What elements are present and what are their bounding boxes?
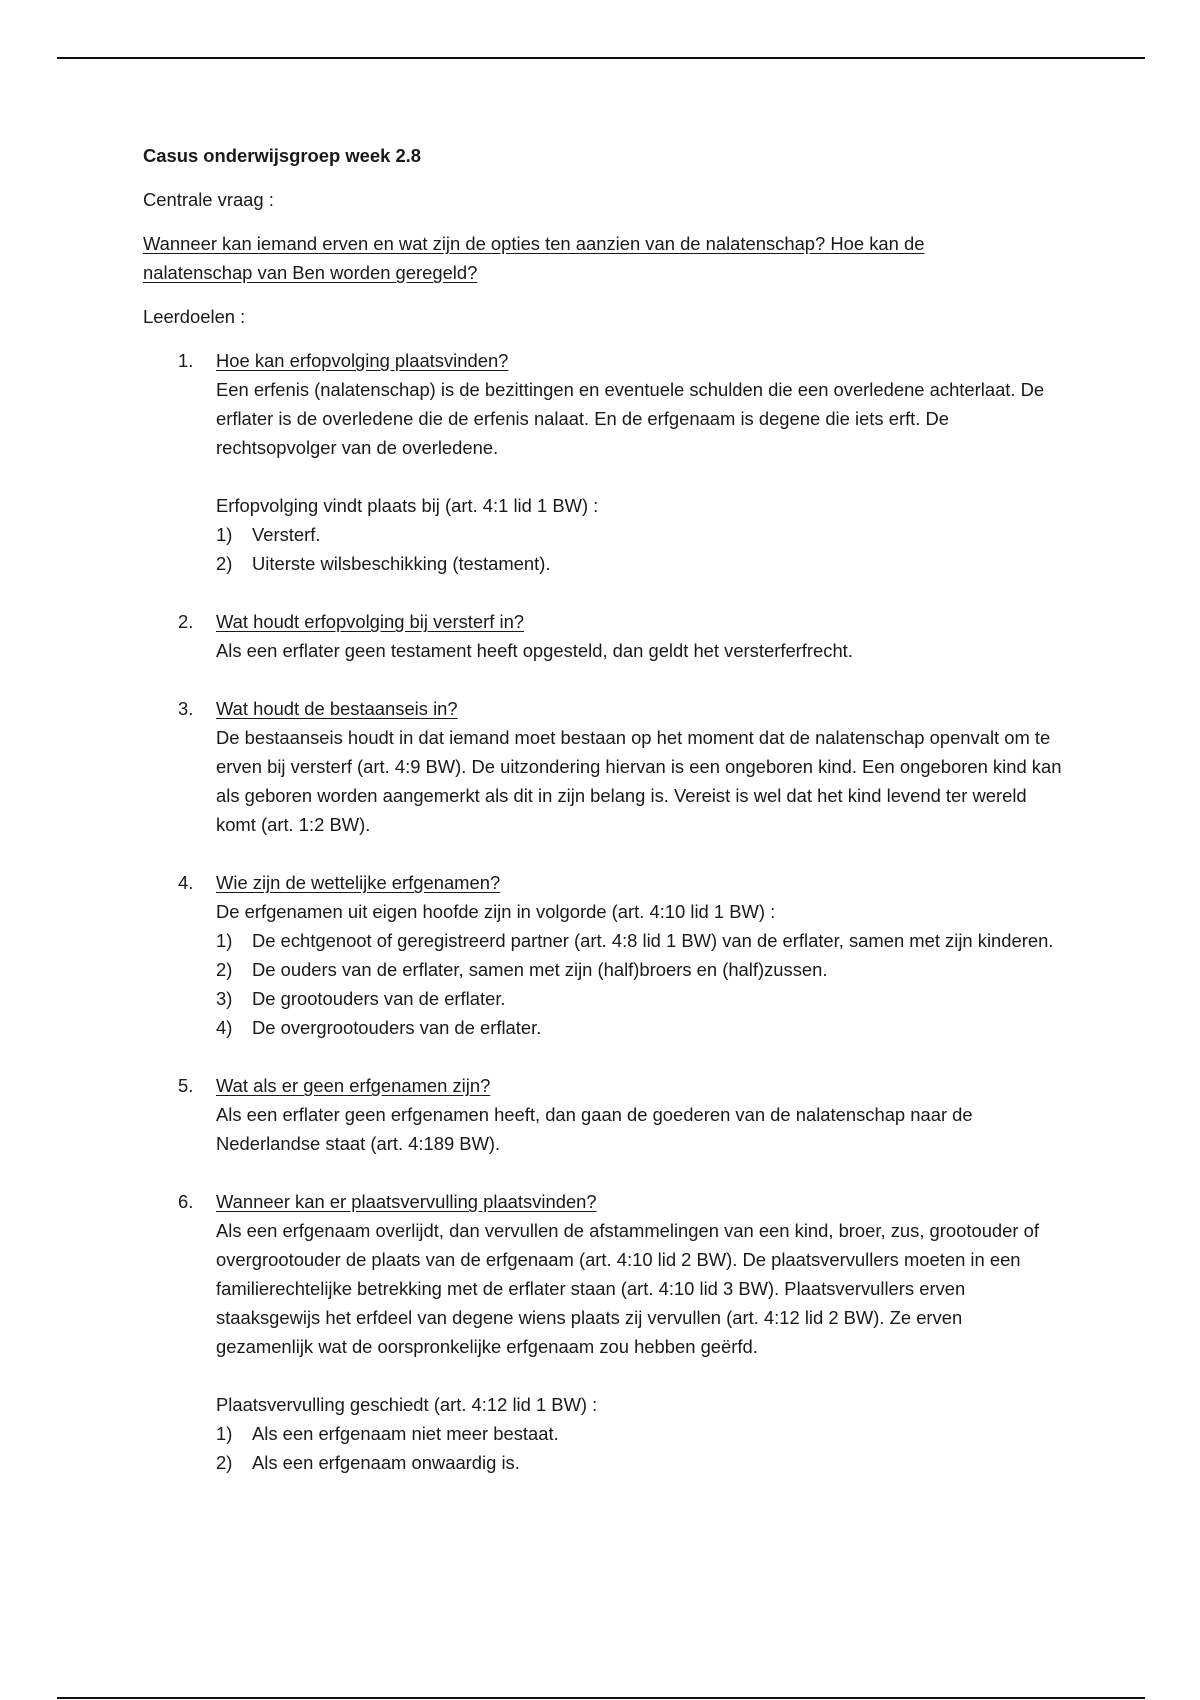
goal-answer: Als een erflater geen testament heeft opgesteld, dan geldt het versterferfrecht. (216, 640, 853, 661)
sub-list-item (216, 1013, 1063, 1042)
sub-list-item (216, 984, 1063, 1013)
header-rule (57, 57, 1145, 59)
goal-number: 6. (178, 1191, 194, 1212)
sub-list-item (216, 926, 1063, 955)
learning-goal-3 (143, 694, 1063, 839)
sub-list-item (216, 955, 1063, 984)
document-body (143, 141, 1063, 1477)
document-title: Casus onderwijsgroep week 2.8 (143, 145, 422, 166)
sub-item-number: 2) (216, 1452, 233, 1473)
goal-question: Wat als er geen erfgenamen zijn? (216, 1075, 491, 1096)
goal-answer-intro: Erfopvolging vindt plaats bij (art. 4:1 lid 1 BW) : (216, 495, 599, 516)
goal-answer: Als een erfgenaam overlijdt, dan vervullen de afstammelingen van een kind, broer, zus, grootouder of overgrootouder de plaats van de erfgenaam (art. 4:10 lid 2 BW). De plaatsvervullers moeten in een familierechtelijke betrekking met de erflater staan (art. 4:10 lid 3 BW). Plaatsvervullers erven staaksgewijs het erfdeel van degene wiens plaats zij vervullen (art. 4:12 lid 2 BW). Ze erven gezamenlijk wat de oorspronkelijke erfgenaam zou hebben geërfd. (216, 1220, 1039, 1357)
sub-list-item (216, 520, 1063, 549)
central-question: Wanneer kan iemand erven en wat zijn de opties ten aanzien van de nalatenschap? Hoe kan de nalatenschap van Ben worden geregeld? (143, 233, 925, 283)
sub-item-number: 3) (216, 988, 233, 1009)
goal-number: 1. (178, 350, 194, 371)
goal-question: Wat houdt de bestaanseis in? (216, 698, 458, 719)
sub-list (216, 520, 1063, 578)
learning-goals-list (143, 346, 1063, 1477)
goal-answer: Als een erflater geen erfgenamen heeft, dan gaan de goederen van de nalatenschap naar de Nederlandse staat (art. 4:189 BW). (216, 1104, 973, 1154)
sub-item-text: Versterf. (252, 524, 321, 545)
goal-number: 2. (178, 611, 194, 632)
learning-goal-5 (143, 1071, 1063, 1158)
central-question-label: Centrale vraag : (143, 189, 274, 210)
sub-list-item (216, 1419, 1063, 1448)
sub-list (216, 1419, 1063, 1477)
footer-rule (57, 1697, 1145, 1699)
goal-question: Wat houdt erfopvolging bij versterf in? (216, 611, 525, 632)
sub-item-number: 4) (216, 1017, 233, 1038)
sub-item-text: De overgrootouders van de erflater. (252, 1017, 542, 1038)
sub-list-item (216, 1448, 1063, 1477)
goal-question: Hoe kan erfopvolging plaatsvinden? (216, 350, 509, 371)
sub-list (216, 926, 1063, 1042)
learning-goal-4 (143, 868, 1063, 1042)
sub-item-text: De grootouders van de erflater. (252, 988, 506, 1009)
learning-goals-label: Leerdoelen : (143, 306, 246, 327)
learning-goal-6 (143, 1187, 1063, 1477)
sub-item-text: Uiterste wilsbeschikking (testament). (252, 553, 551, 574)
goal-question: Wie zijn de wettelijke erfgenamen? (216, 872, 501, 893)
sub-item-text: Als een erfgenaam onwaardig is. (252, 1452, 520, 1473)
goal-number: 5. (178, 1075, 194, 1096)
learning-goal-1 (143, 346, 1063, 578)
sub-item-number: 2) (216, 553, 233, 574)
goal-answer: De bestaanseis houdt in dat iemand moet bestaan op het moment dat de nalatenschap openvalt om te erven bij versterf (art. 4:9 BW). De uitzondering hiervan is een ongeboren kind. Een ongeboren kind kan als geboren worden aangemerkt als dit in zijn belang is. Vereist is wel dat het kind levend ter wereld komt (art. 1:2 BW). (216, 727, 1062, 835)
goal-number: 4. (178, 872, 194, 893)
goal-answer-intro: Plaatsvervulling geschiedt (art. 4:12 lid 1 BW) : (216, 1394, 598, 1415)
goal-question: Wanneer kan er plaatsvervulling plaatsvinden? (216, 1191, 597, 1212)
sub-item-number: 1) (216, 1423, 233, 1444)
goal-number: 3. (178, 698, 194, 719)
sub-item-number: 1) (216, 930, 233, 951)
sub-item-number: 1) (216, 524, 233, 545)
goal-answer: De erfgenamen uit eigen hoofde zijn in volgorde (art. 4:10 lid 1 BW) : (216, 901, 776, 922)
sub-list-item (216, 549, 1063, 578)
sub-item-text: Als een erfgenaam niet meer bestaat. (252, 1423, 559, 1444)
goal-answer: Een erfenis (nalatenschap) is de bezittingen en eventuele schulden die een overledene achterlaat. De erflater is de overledene die de erfenis nalaat. En de erfgenaam is degene die iets erft. De rechtsopvolger van de overledene. (216, 379, 1045, 458)
learning-goal-2 (143, 607, 1063, 665)
sub-item-number: 2) (216, 959, 233, 980)
sub-item-text: De echtgenoot of geregistreerd partner (art. 4:8 lid 1 BW) van de erflater, samen met zijn kinderen. (252, 930, 1054, 951)
sub-item-text: De ouders van de erflater, samen met zijn (half)broers en (half)zussen. (252, 959, 828, 980)
